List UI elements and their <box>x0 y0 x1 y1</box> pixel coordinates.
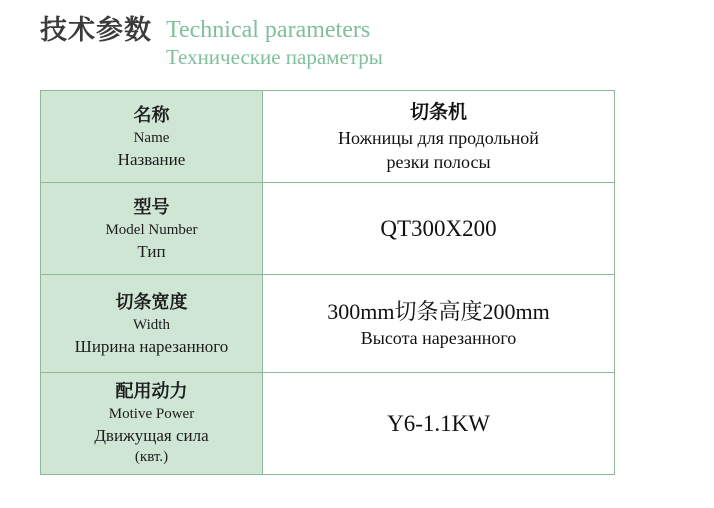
page-title-cn: 技术参数 <box>40 15 152 46</box>
value-ru-line1: Ножницы для продольной <box>338 128 539 148</box>
row-label-name <box>41 91 263 183</box>
value-main: QT300X200 <box>380 215 497 241</box>
label-ru: Название <box>117 149 186 169</box>
label-cn: 名称 <box>133 104 170 126</box>
label-en: Model Number <box>105 221 198 238</box>
value-main: Y6-1.1KW <box>387 410 490 436</box>
value-sub: Высота нарезанного <box>360 327 517 348</box>
value-ru-line2: резки полосы <box>386 152 491 172</box>
label-en: Width <box>133 316 170 333</box>
row-value-motive-power <box>263 373 615 475</box>
label-ru: Движущая сила <box>94 426 209 445</box>
page-title-translations <box>166 14 383 70</box>
value-main: 300mm切条高度200mm <box>327 298 550 324</box>
label-en: Name <box>133 129 170 146</box>
label-ru: Ширина нарезанного <box>74 336 229 356</box>
label-cn: 型号 <box>133 196 170 218</box>
page-header <box>40 14 383 70</box>
row-label-model-number <box>41 183 263 275</box>
row-value-width <box>263 275 615 373</box>
page-title-ru: Технические параметры <box>166 45 383 69</box>
table-row <box>41 183 615 275</box>
row-label-motive-power <box>41 373 263 475</box>
row-value-model-number <box>263 183 615 275</box>
page-title-en: Technical parameters <box>166 17 371 43</box>
label-cn: 配用动力 <box>115 381 188 402</box>
label-cn: 切条宽度 <box>115 291 188 313</box>
label-ru-unit: (квт.) <box>134 449 169 465</box>
row-value-name <box>263 91 615 183</box>
label-en: Motive Power <box>108 406 195 422</box>
table-row <box>41 373 615 475</box>
table-row <box>41 91 615 183</box>
label-ru: Тип <box>137 241 166 261</box>
value-cn: 切条机 <box>409 101 467 123</box>
row-label-width <box>41 275 263 373</box>
table-row <box>41 275 615 373</box>
technical-parameters-table <box>40 90 615 475</box>
